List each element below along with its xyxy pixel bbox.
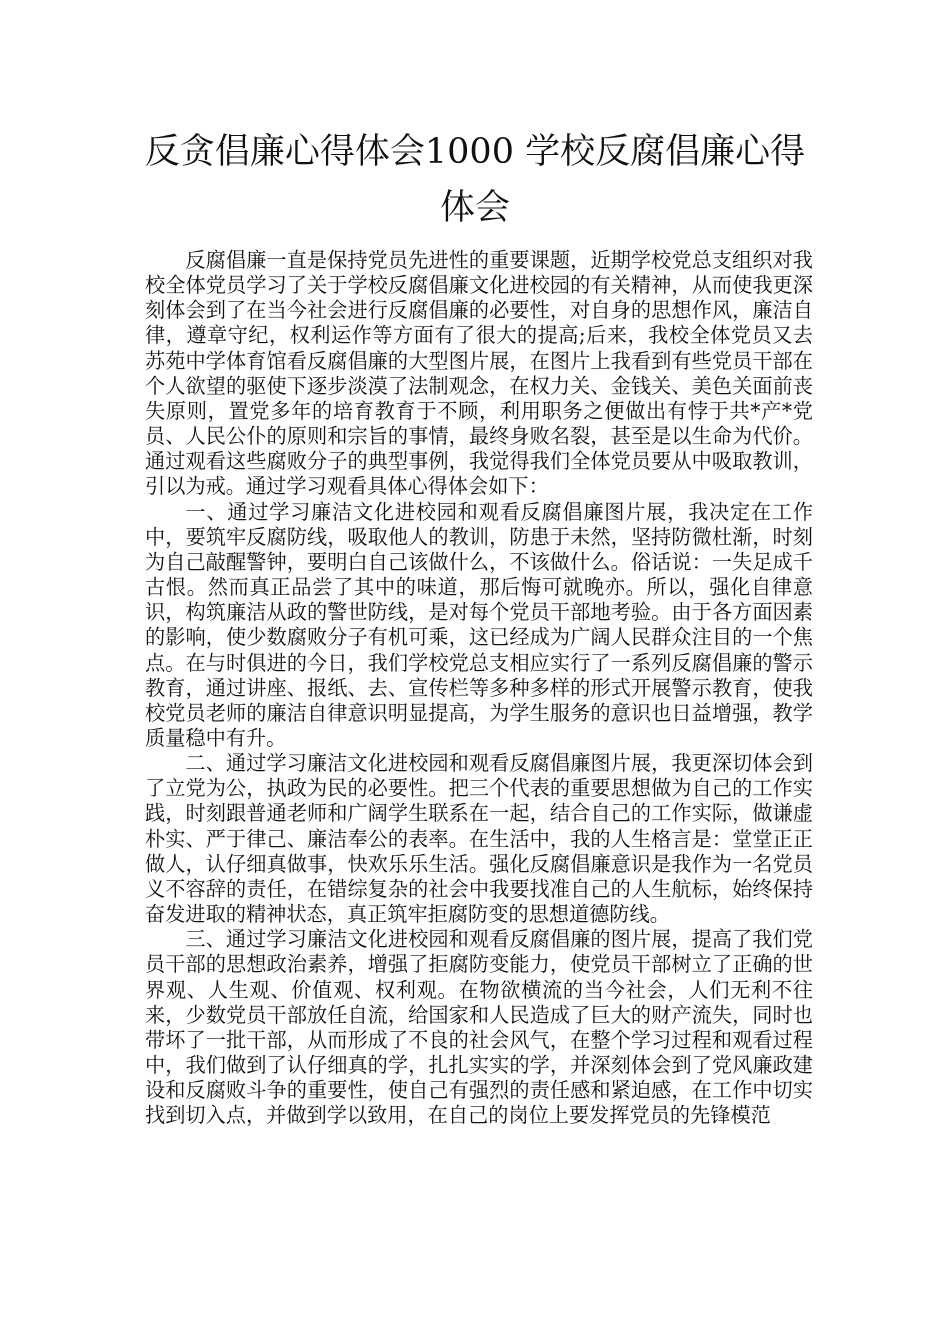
paragraph-intro: 反腐倡廉一直是保持党员先进性的重要课题，近期学校党总支组织对我校全体党员学习了关于学校反腐倡廉文化进校园的有关精神，从而使我更深刻体会到了在当今社会进行反腐倡廉的必要性，对自身的思想作风，廉洁自律，遵章守纪，权利运作等方面有了很大的提高;后来，我校全体党员又去苏苑中学体育馆看反腐倡廉的大型图片展，在图片上我看到有些党员干部在个人欲望的驱使下逐步淡漠了法制观念，在权力关、金钱关、美色关面前丧失原则，置党多年的培育教育于不顾，利用职务之便做出有悖于共*产*党员、人民公仆的原则和宗旨的事情，最终身败名裂，甚至是以生命为代价。通过观看这些腐败分子的典型事例，我觉得我们全体党员要从中吸取教训，引以为戒。通过学习观看具体心得体会如下： <box>145 248 813 499</box>
paragraph-point-three: 三、通过学习廉洁文化进校园和观看反腐倡廉的图片展，提高了我们党员干部的思想政治素养，增强了拒腐防变能力，使党员干部树立了正确的世界观、人生观、价值观、权利观。在物欲横流的当今社会，人们无利不往来，少数党员干部放任自流，给国家和人民造成了巨大的财产流失，同时也带坏了一批干部，从而形成了不良的社会风气，在整个学习过程和观看过程中，我们做到了认仔细真的学，扎扎实实的学，并深刻体会到了党风廉政建设和反腐败斗争的重要性，使自己有强烈的责任感和紧迫感，在工作中切实找到切入点，并做到学以致用，在自己的岗位上要发挥党员的先锋模范 <box>145 927 813 1128</box>
paragraph-point-two: 二、通过学习廉洁文化进校园和观看反腐倡廉图片展，我更深切体会到了立党为公，执政为民的必要性。把三个代表的重要思想做为自己的工作实践，时刻跟普通老师和广阔学生联系在一起，结合自己的工作实际，做谦虚朴实、严于律己、廉洁奉公的表率。在生活中，我的人生格言是：堂堂正正做人，认仔细真做事，快欢乐乐生活。强化反腐倡廉意识是我作为一名党员义不容辞的责任，在错综复杂的社会中我要找准自己的人生航标，始终保持奋发进取的精神状态，真正筑牢拒腐防变的思想道德防线。 <box>145 751 813 927</box>
paragraph-point-one: 一、通过学习廉洁文化进校园和观看反腐倡廉图片展，我决定在工作中，要筑牢反腐防线，吸取他人的教训，防患于未然，坚持防微杜渐，时刻为自己敲醒警钟，要明白自己该做什么，不该做什么。俗话说：一失足成千古恨。然而真正品尝了其中的味道，那后悔可就晚亦。所以，强化自律意识，构筑廉洁从政的警世防线，是对每个党员干部地考验。由于各方面因素的影响，使少数腐败分子有机可乘，这已经成为广阔人民群众注目的一个焦点。在与时俱进的今日，我们学校党总支相应实行了一系列反腐倡廉的警示教育，通过讲座、报纸、去、宣传栏等多种多样的形式开展警示教育，使我校党员老师的廉洁自律意识明显提高，为学生服务的意识也日益增强，教学质量稳中有升。 <box>145 499 813 750</box>
document-title: 反贪倡廉心得体会1000 学校反腐倡廉心得体会 <box>144 132 806 228</box>
document-body <box>145 248 813 1128</box>
